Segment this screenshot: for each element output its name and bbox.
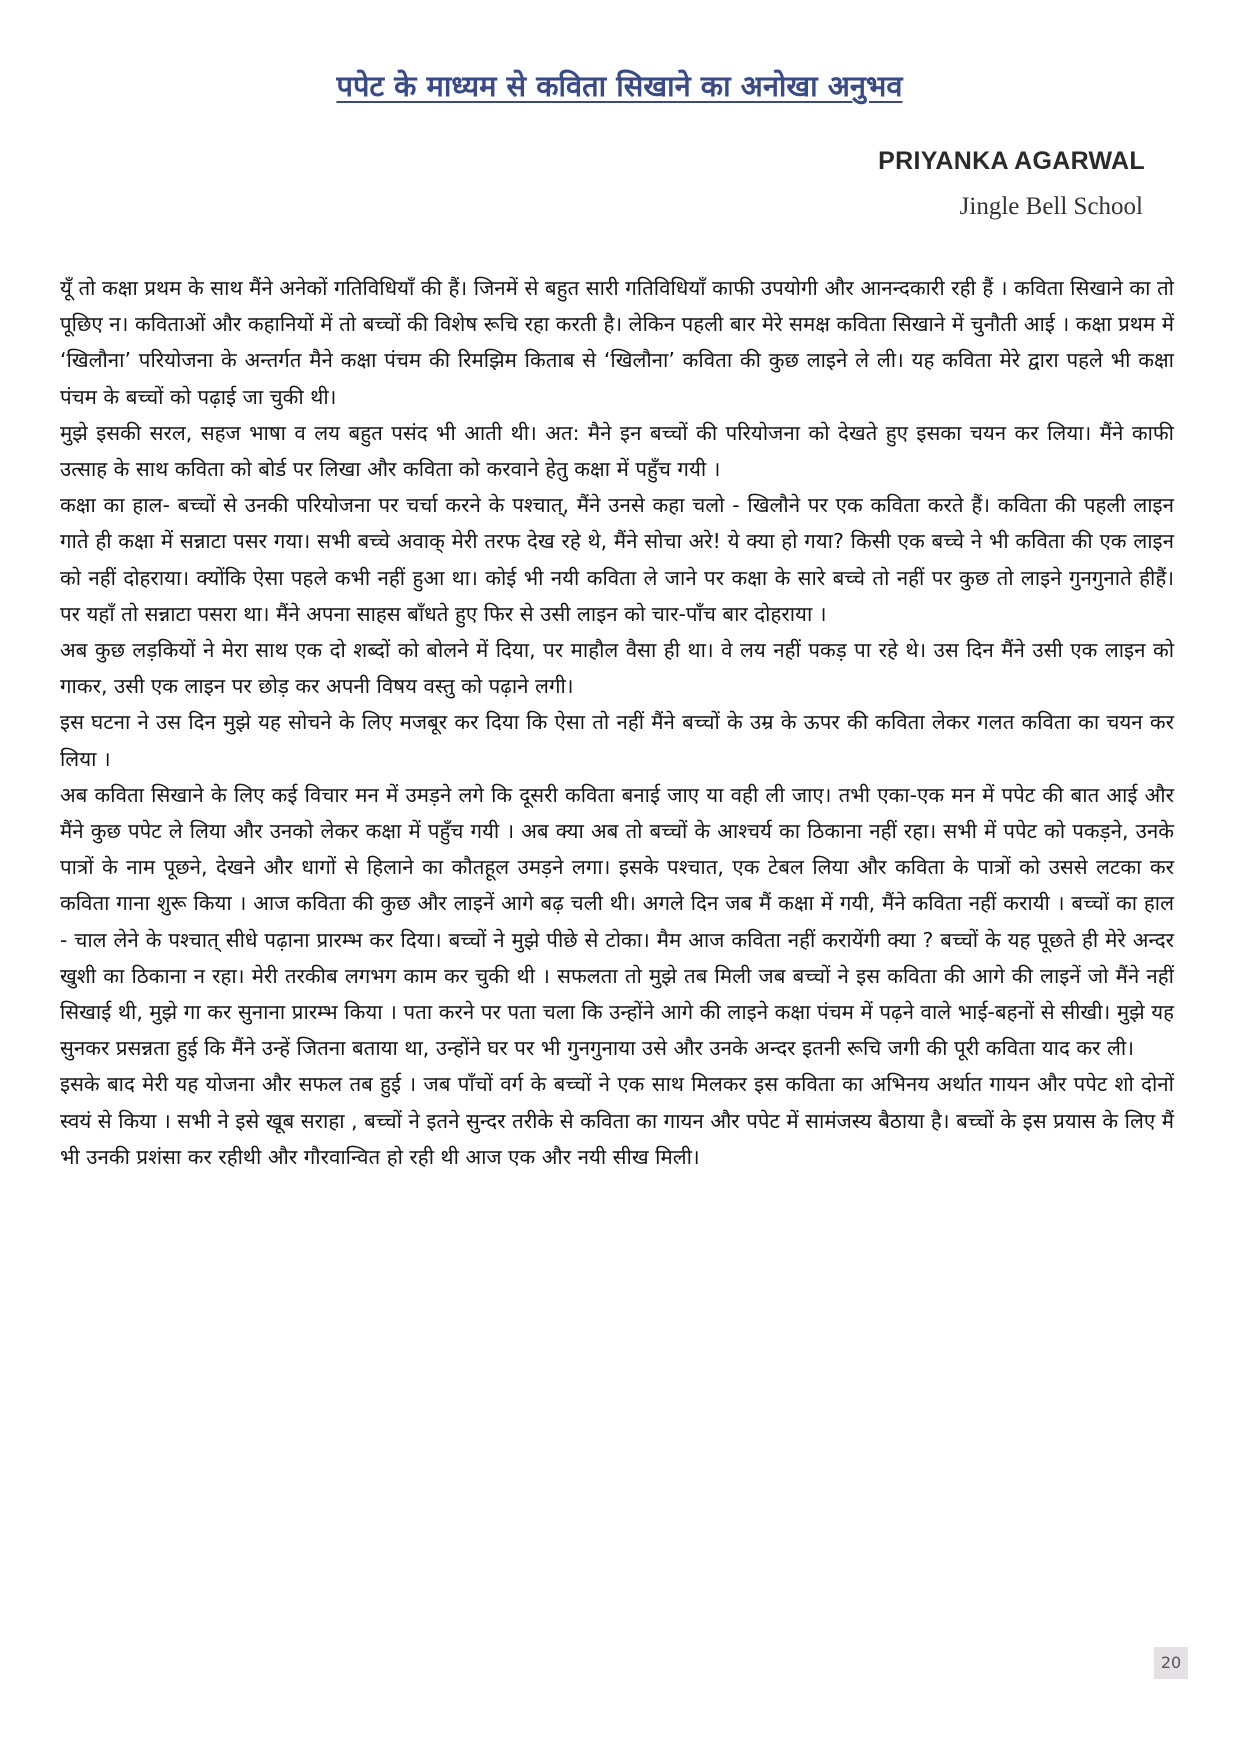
author-name: PRIYANKA AGARWAL: [878, 147, 1145, 175]
body-paragraph-5: इस घटना ने उस दिन मुझे यह सोचने के लिए मजबूर कर दिया कि ऐसा तो नहीं मैंने बच्चों के उम्र के ऊपर की कविता लेकर गलत कविता का चयन कर लिया ।: [60, 710, 1174, 771]
body-paragraph-6: अब कविता सिखाने के लिए कई विचार मन में उमड़ने लगे कि दूसरी कविता बनाई जाए या वही ली जाए। तभी एका-एक मन में पपेट की बात आई और मैंने कुछ पपेट ले लिया और उनको लेकर कक्षा में पहुँच गयी । अब क्या अब तो बच्चों के आश्चर्य का ठिकाना नहीं रहा। सभी में पपेट को पकड़ने, उनके पात्रों के नाम पूछने, देखने और धागों से हिलाने का कौतहूल उमड़ने लगा। इसके पश्चात, एक टेबल लिया और कविता के पात्रों को उससे लटका कर कविता गाना शुरू किया । आज कविता की कुछ और लाइनें आगे बढ़ चली थी। अगले दिन जब मैं कक्षा में गयी, मैंने कविता नहीं करायी । बच्चों का हाल - चाल लेने के पश्चात् सीधे पढ़ाना प्रारम्भ कर दिया। बच्चों ने मुझे पीछे से टोका। मैम आज कविता नहीं करायेंगी क्या ? बच्चों के यह पूछते ही मेरे अन्दर खुशी का ठिकाना न रहा। मेरी तरकीब लगभग काम कर चुकी थी । सफलता तो मुझे तब मिली जब बच्चों ने इस कविता की आगे की लाइनें जो मैंने नहीं सिखाई थी, मुझे गा कर सुनाना प्रारम्भ किया । पता करने पर पता चला कि उन्होंने आगे की लाइने कक्षा पंचम में पढ़ने वाले भाई-बहनों से सीखी। मुझे यह सुनकर प्रसन्नता हुई कि मैंने उन्हें जितना बताया था, उन्होंने घर पर भी गुनगुनाया उसे और उनके अन्दर इतनी रूचि जगी की पूरी कविता याद कर ली।: [60, 782, 1174, 1061]
body-paragraph-3: कक्षा का हाल- बच्चों से उनकी परियोजना पर चर्चा करने के पश्चात्, मैंने उनसे कहा चलो - खिलौने पर एक कविता करते हैं। कविता की पहली लाइन गाते ही कक्षा में सन्नाटा पसर गया। सभी बच्चे अवाक् मेरी तरफ देख रहे थे, मैंने सोचा अरे! ये क्या हो गया? किसी एक बच्चे ने भी कविता की एक लाइन को नहीं दोहराया। क्योंकि ऐसा पहले कभी नहीं हुआ था। कोई भी नयी कविता ले जाने पर कक्षा के सारे बच्चे तो नहीं पर कुछ तो लाइने गुनगुनाते हीहैं। पर यहाँ तो सन्नाटा पसरा था। मैंने अपना साहस बाँधते हुए फिर से उसी लाइन को चार-पाँच बार दोहराया ।: [60, 493, 1174, 626]
body-paragraph-4: अब कुछ लड़कियों ने मेरा साथ एक दो शब्दों को बोलने में दिया, पर माहौल वैसा ही था। वे लय नहीं पकड़ पा रहे थे। उस दिन मैंने उसी एक लाइन को गाकर, उसी एक लाइन पर छोड़ कर अपनी विषय वस्तु को पढ़ाने लगी।: [60, 638, 1174, 699]
article-body: [60, 270, 1174, 1175]
article-title-text: पपेट के माध्यम से कविता सिखाने का अनोखा अनुभव: [336, 69, 903, 103]
page-number: 20: [1154, 1647, 1188, 1679]
school-name: Jingle Bell School: [959, 193, 1143, 220]
article-title: [0, 62, 1239, 110]
body-paragraph-7: इसके बाद मेरी यह योजना और सफल तब हुई । जब पाँचों वर्ग के बच्चों ने एक साथ मिलकर इस कविता का अभिनय अर्थात गायन और पपेट शो दोनों स्वयं से किया । सभी ने इसे खूब सराहा , बच्चों ने इतने सुन्दर तरीके से कविता का गायन और पपेट में सामंजस्य बैठाया है। बच्चों के इस प्रयास के लिए मैं भी उनकी प्रशंसा कर रहीथी और गौरवान्वित हो रही थी आज एक और नयी सीख मिली।: [60, 1072, 1174, 1169]
body-paragraph-2: मुझे इसकी सरल, सहज भाषा व लय बहुत पसंद भी आती थी। अत: मैने इन बच्चों की परियोजना को देखते हुए इसका चयन कर लिया। मैंने काफी उत्साह के साथ कविता को बोर्ड पर लिखा और कविता को करवाने हेतु कक्षा में पहुँच गयी ।: [60, 420, 1174, 482]
body-paragraph-1: यूँ तो कक्षा प्रथम के साथ मैंने अनेकों गतिविधियाँ की हैं। जिनमें से बहुत सारी गतिविधियाँ काफी उपयोगी और आनन्दकारी रही हैं । कविता सिखाने का तो पूछिए न। कविताओं और कहानियों में तो बच्चों की विशेष रूचि रहा करती है। लेकिन पहली बार मेरे समक्ष कविता सिखाने में चुनौती आई । कक्षा प्रथम में ‘खिलौना’ परियोजना के अन्तर्गत मैने कक्षा पंचम की रिमझिम किताब से ‘खिलौना’ कविता की कुछ लाइने ले ली। यह कविता मेरे द्वारा पहले भी कक्षा पंचम के बच्चों को पढ़ाई जा चुकी थी।: [60, 276, 1174, 409]
